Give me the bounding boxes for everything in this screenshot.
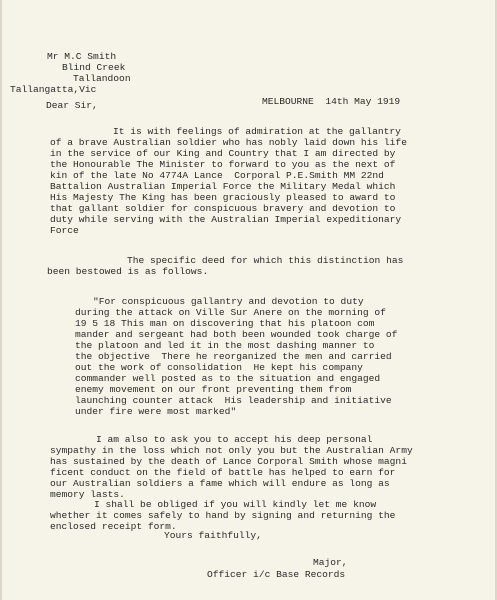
paragraph1-line: the Honourable The Minister to forward to you as the next of	[50, 159, 396, 170]
citation-line: during the attack on Ville Sur Anere on the morning of	[75, 307, 386, 318]
citation-line: the platoon and led it in the most dashing manner to	[75, 340, 375, 351]
recipient-name: Mr M.C Smith	[47, 51, 117, 62]
paragraph3-line: I am also to ask you to accept his deep personal	[96, 434, 373, 445]
paragraph1-line: It is with feelings of admiration at the gallantry	[113, 126, 401, 137]
paragraph1-line: that gallant soldier for conspicuous bravery and devotion to	[50, 203, 396, 214]
paragraph2-line: The specific deed for which this distinction has	[127, 255, 404, 266]
paragraph3-line: memory lasts.	[50, 489, 125, 500]
paragraph3-line: ficent conduct on the field of battle has helped to earn for	[50, 467, 396, 478]
recipient-town: Tallandoon	[73, 73, 131, 84]
signature-office: Officer i/c Base Records	[207, 569, 346, 580]
paragraph4-line: whether it comes safely to hand by signing and returning the	[50, 510, 396, 521]
citation-line: commander well posted as to the situation and engaged	[75, 373, 381, 384]
paragraph1-line: duty while serving with the Australian Imperial expeditionary	[50, 214, 402, 225]
citation-line: out the work of consolidation He kept his company	[75, 362, 363, 373]
paragraph3-line: our Australian soldiers a fame which will endure as long as	[50, 478, 390, 489]
paragraph4-line: enclosed receipt form.	[50, 521, 177, 532]
citation-line: launching counter attack His leadership and initiative	[75, 395, 392, 406]
page-edge-left	[0, 0, 2, 600]
paragraph1-line: His Majesty The King has been graciously pleased to award to	[50, 192, 396, 203]
paragraph1-line: Force	[50, 225, 79, 236]
recipient-street: Blind Creek	[62, 62, 126, 73]
paragraph2-line: been bestowed is as follows.	[47, 266, 209, 277]
paragraph3-line: has sustained by the death of Lance Corporal Smith whose magni	[50, 456, 407, 467]
citation-line: the objective There he reorganized the men and carried	[75, 351, 392, 362]
recipient-district: Tallangatta,Vic	[10, 84, 97, 95]
closing: Yours faithfully,	[164, 530, 262, 541]
citation-line: under fire were most marked"	[75, 406, 237, 417]
paragraph4-line: I shall be obliged if you will kindly let me know	[94, 499, 377, 510]
citation-line: 19 5 18 This man on discovering that his platoon com	[75, 318, 375, 329]
paragraph3-line: sympathy in the loss which not only you but the Australian Army	[50, 445, 413, 456]
citation-line: mander and sergeant had both been wounded took charge of	[75, 329, 398, 340]
salutation: Dear Sir,	[46, 100, 98, 111]
citation-line: enemy movement on our front preventing them from	[75, 384, 352, 395]
paragraph1-line: of a brave Australian soldier who has nobly laid down his life	[50, 137, 407, 148]
dateline: MELBOURNE 14th May 1919	[262, 96, 401, 107]
paragraph1-line: Battalion Australian Imperial Force the Military Medal which	[50, 181, 396, 192]
signature-rank: Major,	[313, 557, 348, 568]
citation-line: "For conspicuous gallantry and devotion to duty	[93, 296, 364, 307]
paragraph1-line: kin of the late No 4774A Lance Corporal P.E.Smith MM 22nd	[50, 170, 384, 181]
paragraph1-line: in the service of our King and Country that I am directed by	[50, 148, 396, 159]
